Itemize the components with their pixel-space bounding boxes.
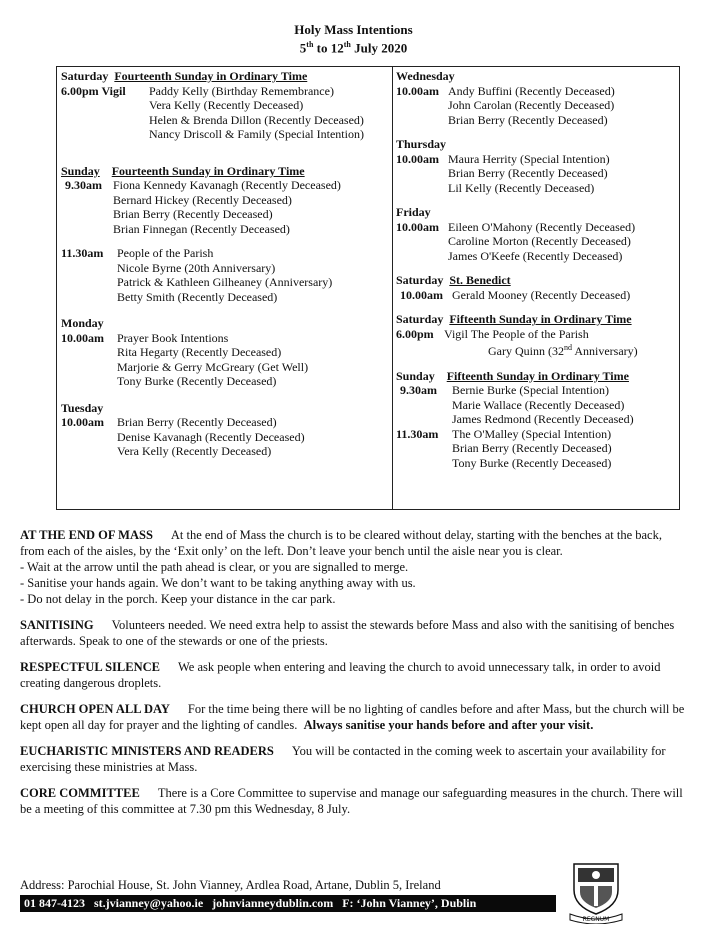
day-name: Tuesday — [61, 400, 104, 415]
mass-slot — [61, 415, 391, 459]
mass-slot — [396, 220, 679, 264]
intention-line: Gary Quinn (32nd Anniversary) — [488, 343, 638, 358]
feast-name: Fifteenth Sunday in Ordinary Time — [446, 368, 629, 383]
mass-slot — [396, 288, 679, 303]
intention-line: Brian Finnegan (Recently Deceased) — [113, 221, 290, 236]
intention-line: Marjorie & Gerry McGreary (Get Well) — [117, 359, 309, 374]
notice-bullet: - Do not delay in the porch. Keep your distance in the car park. — [20, 592, 336, 606]
intention-line: Prayer Book Intentions — [117, 330, 229, 345]
day-heading — [61, 316, 391, 331]
mass-time: 10.00am — [400, 287, 443, 302]
mass-time: 10.00am — [61, 330, 104, 345]
intention-line: Maura Herrity (Special Intention) — [448, 151, 610, 166]
intention-line: Brian Berry (Recently Deceased) — [113, 207, 273, 221]
day-block — [61, 316, 391, 389]
phone-number: 01 847-4123 — [24, 896, 85, 910]
intention-line: Fiona Kennedy Kavanagh (Recently Deceased) — [113, 178, 341, 192]
mass-time: 6.00pm Vigil — [61, 83, 126, 98]
notice-bullet: - Sanitise your hands again. We don’t want to be taking anything away with us. — [20, 576, 416, 590]
day-name: Thursday — [396, 137, 447, 151]
intention-line: Lil Kelly (Recently Deceased) — [448, 180, 595, 195]
mass-time: 10.00am — [396, 83, 439, 98]
notice-heading: AT THE END OF MASS — [20, 528, 153, 542]
notice-text: At the end of Mass the church is to be cleared without delay, starting with the benches at the back, from each of the aisles, by the ‘Exit only’ on the left. Don’t leave your bench until the aisle near you is clear. — [20, 528, 662, 558]
day-block — [61, 164, 391, 305]
notice-heading: RESPECTFUL SILENCE — [20, 660, 160, 674]
notice-heading: CORE COMMITTEE — [20, 786, 140, 800]
intention-line: Brian Berry (Recently Deceased) — [452, 441, 612, 455]
mass-slot — [396, 383, 679, 427]
mass-slot — [61, 178, 391, 236]
parish-crest-icon — [566, 860, 626, 924]
mass-slot — [396, 84, 679, 128]
email-link[interactable]: st.jvianney@yahoo.ie — [94, 896, 204, 910]
mass-time: 9.30am — [65, 178, 102, 192]
notice-heading: EUCHARISTIC MINISTERS AND READERS — [20, 744, 274, 758]
intention-line: Brian Berry (Recently Deceased) — [448, 112, 608, 127]
intention-line: Vera Kelly (Recently Deceased) — [117, 444, 272, 458]
intention-line: Tony Burke (Recently Deceased) — [452, 455, 612, 470]
intention-line: Brian Berry (Recently Deceased) — [448, 166, 608, 180]
intention-line: James Redmond (Recently Deceased) — [452, 412, 634, 426]
intention-line: Paddy Kelly (Birthday Remembrance) — [149, 83, 334, 98]
title-text: Holy Mass Intentions — [294, 22, 413, 37]
day-heading — [396, 273, 679, 288]
notice-respectful-silence — [20, 659, 688, 691]
intention-line: Nicole Byrne (20th Anniversary) — [117, 260, 276, 275]
intention-line: Nancy Driscoll & Family (Special Intention) — [149, 127, 364, 141]
notice-text: We ask people when entering and leaving the church to avoid unnecessary talk, in order to avoid creating dangerous droplets. — [20, 660, 661, 690]
intention-line: Patrick & Kathleen Gilheaney (Anniversary) — [117, 275, 333, 289]
intention-line: Denise Kavanagh (Recently Deceased) — [117, 429, 305, 444]
feast-name: Fifteenth Sunday in Ordinary Time — [449, 312, 632, 326]
footer — [20, 878, 560, 912]
feast-name: St. Benedict — [449, 273, 511, 287]
mass-time: 10.00am — [396, 151, 439, 166]
website-link[interactable]: johnvianneydublin.com — [212, 896, 334, 910]
intention-line: The O'Malley (Special Intention) — [452, 426, 612, 441]
intention-line: Rita Hegarty (Recently Deceased) — [117, 345, 282, 359]
day-heading — [61, 164, 391, 179]
day-heading — [396, 369, 679, 384]
day-heading — [61, 69, 391, 84]
mass-time: 10.00am — [61, 415, 104, 429]
mass-time: 6.00pm — [396, 326, 434, 341]
notice-text: You will be contacted in the coming week to ascertain your availability for exercising these ministries at Mass. — [20, 744, 666, 774]
notice-core-committee — [20, 785, 688, 817]
intention-line: Tony Burke (Recently Deceased) — [117, 374, 277, 388]
day-name: Saturday — [396, 312, 444, 326]
day-name: Sunday — [396, 368, 435, 383]
notice-end-of-mass — [20, 527, 688, 607]
crest-motto: REGNUM — [582, 916, 610, 923]
title-dates: 5th to 12th July 2020 — [299, 40, 408, 56]
mass-slot — [61, 84, 391, 142]
mass-time: 11.30am — [61, 246, 104, 260]
feast-name: Fourteenth Sunday in Ordinary Time — [114, 69, 308, 83]
contact-bar — [20, 895, 556, 912]
day-name: Wednesday — [396, 69, 455, 83]
day-heading — [396, 312, 679, 327]
intention-line: James O'Keefe (Recently Deceased) — [448, 248, 623, 263]
intention-line: Caroline Morton (Recently Deceased) — [448, 234, 631, 248]
intention-line: Vera Kelly (Recently Deceased) — [149, 98, 304, 112]
mass-slot — [61, 246, 391, 304]
day-block — [396, 69, 679, 127]
day-heading — [396, 205, 679, 220]
mass-time: 11.30am — [396, 426, 439, 441]
intentions-left-column — [61, 69, 391, 469]
day-name: Sunday — [61, 163, 100, 178]
intention-line: Brian Berry (Recently Deceased) — [117, 415, 277, 429]
notice-sanitising — [20, 617, 688, 649]
intention-line: Bernard Hickey (Recently Deceased) — [113, 192, 292, 207]
intention-line: Helen & Brenda Dillon (Recently Deceased) — [149, 112, 364, 127]
intention-line: People of the Parish — [117, 246, 214, 260]
column-divider — [392, 67, 393, 509]
notices-section — [20, 527, 688, 827]
notice-bold-text: Always sanitise your hands before and after your visit. — [303, 718, 594, 732]
mass-slot — [396, 427, 679, 471]
intention-line: Eileen O'Mahony (Recently Deceased) — [448, 219, 636, 234]
facebook-link[interactable]: F: ‘John Vianney’, Dublin — [342, 896, 477, 910]
notice-text: There is a Core Committee to supervise and manage our safeguarding measures in the church. There will be a meeting of this committee at 7.30 pm this Wednesday, 8 July. — [20, 786, 683, 816]
intention-line: John Carolan (Recently Deceased) — [448, 98, 615, 112]
day-block — [396, 369, 679, 471]
notice-text: Volunteers needed. We need extra help to assist the stewards before Mass and also with the sanitising of benches afterwards. Speak to one of the stewards or one of the priests. — [20, 618, 675, 648]
day-name: Monday — [61, 316, 104, 330]
intentions-right-column — [396, 69, 679, 480]
day-heading — [61, 401, 391, 416]
day-name: Saturday — [396, 273, 444, 287]
notice-ministers — [20, 743, 688, 775]
intention-line: Betty Smith (Recently Deceased) — [117, 289, 278, 304]
mass-slot — [396, 152, 679, 196]
day-block — [396, 205, 679, 263]
day-heading — [396, 137, 679, 152]
mass-slot — [396, 327, 679, 359]
day-name: Friday — [396, 205, 431, 219]
notice-bullet: - Wait at the arrow until the path ahead is clear, or you are signalled to merge. — [20, 560, 409, 574]
mass-slot — [61, 331, 391, 389]
parish-address: Address: Parochial House, St. John Vianney, Ardlea Road, Artane, Dublin 5, Ireland — [20, 878, 441, 892]
day-block — [61, 401, 391, 459]
day-name: Saturday — [61, 69, 109, 83]
notice-heading: SANITISING — [20, 618, 94, 632]
intention-line: Marie Wallace (Recently Deceased) — [452, 397, 625, 412]
mass-intentions-table — [56, 66, 680, 510]
notice-heading: CHURCH OPEN ALL DAY — [20, 702, 170, 716]
day-block — [396, 273, 679, 302]
day-block — [396, 137, 679, 195]
notice-text: For the time being there will be no lighting of candles before and after Mass, but the church will be kept open all day for prayer and the lighting of candles. — [20, 702, 685, 732]
feast-name: Fourteenth Sunday in Ordinary Time — [111, 163, 305, 178]
day-heading — [396, 69, 679, 84]
day-block — [61, 69, 391, 142]
day-block — [396, 312, 679, 359]
intention-line: Andy Buffini (Recently Deceased) — [448, 83, 615, 98]
mass-time: 10.00am — [396, 219, 439, 234]
bulletin-title — [0, 22, 707, 55]
intention-line: Bernie Burke (Special Intention) — [452, 383, 609, 397]
intention-line: Vigil The People of the Parish — [444, 326, 589, 341]
mass-time: 9.30am — [400, 383, 437, 397]
intention-line: Gerald Mooney (Recently Deceased) — [452, 287, 631, 302]
notice-church-open — [20, 701, 688, 733]
